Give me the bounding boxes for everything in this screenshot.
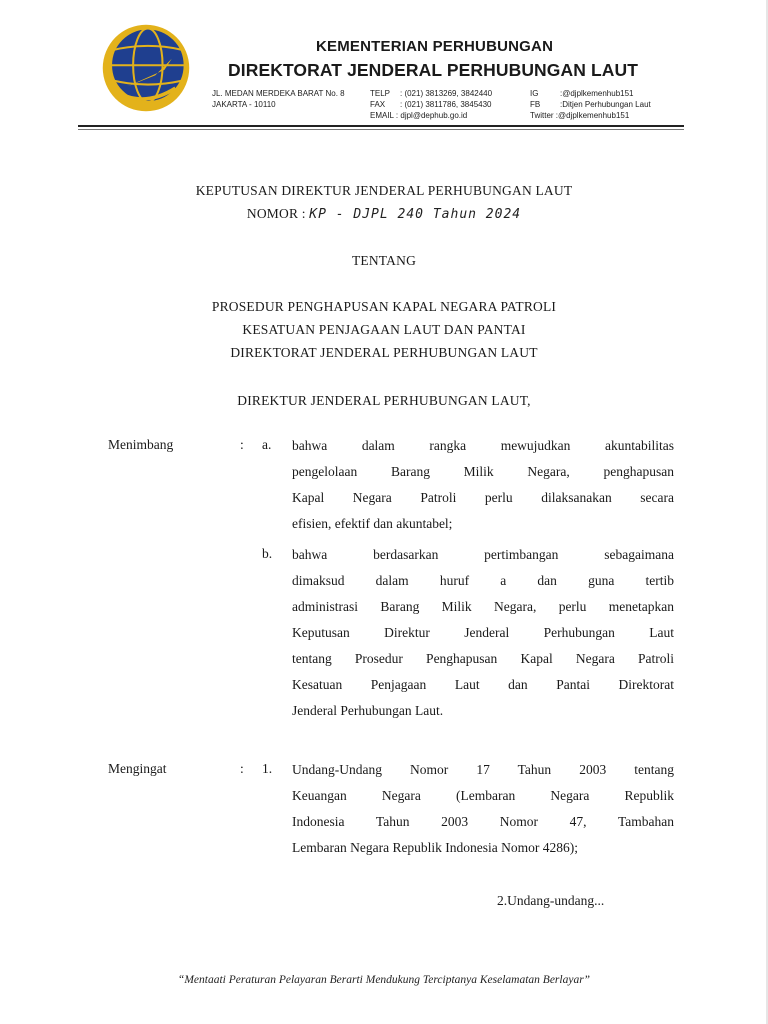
address-block — [212, 88, 345, 110]
phone-block — [370, 88, 492, 121]
text-line: efisien, efektif dan akuntabel; — [292, 516, 453, 531]
telp-value: : (021) 3813269, 3842440 — [400, 89, 493, 98]
text-line: tentang Prosedur Penghapusan Kapal Negara Patroli — [292, 651, 674, 666]
tentang-heading: TENTANG — [351, 253, 417, 268]
subject-line-1: PROSEDUR PENGHAPUSAN KAPAL NEGARA PATROLI — [211, 299, 557, 314]
signer-title: DIREKTUR JENDERAL PERHUBUNGAN LAUT, — [237, 393, 531, 408]
fax-label: FAX — [370, 100, 386, 109]
decree-number — [0, 206, 768, 222]
text-line: Indonesia Tahun 2003 Nomor 47, Tambahan — [292, 814, 674, 829]
text-line: pengelolaan Barang Milik Negara, penghapusan — [292, 464, 674, 479]
decree-title: KEPUTUSAN DIREKTUR JENDERAL PERHUBUNGAN LAUT — [195, 183, 573, 198]
address-street: JL. MEDAN MERDEKA BARAT No. 8 — [212, 89, 345, 98]
text-line: bahwa berdasarkan pertimbangan sebagaimana — [292, 547, 674, 562]
email-text: EMAIL : djpl@dephub.go.id — [370, 111, 468, 120]
subject-line-3: DIREKTORAT JENDERAL PERHUBUNGAN LAUT — [230, 345, 538, 360]
menimbang-a-mark: a. — [262, 437, 272, 452]
letterhead-divider — [78, 125, 684, 127]
nomor-value: KP - DJPL 240 Tahun 2024 — [309, 207, 522, 222]
mengingat-1-text — [292, 757, 674, 861]
ig-label: IG — [530, 89, 539, 98]
text-line: Kesatuan Penjagaan Laut dan Pantai Direktorat — [292, 677, 674, 692]
telp-label: TELP — [370, 89, 391, 98]
letterhead-divider-thin — [78, 129, 684, 130]
menimbang-colon: : — [240, 437, 244, 452]
text-line: Keputusan Direktur Jenderal Perhubungan Laut — [292, 625, 674, 640]
menimbang-a-text — [292, 433, 674, 537]
fb-value: :Ditjen Perhubungan Laut — [560, 100, 651, 109]
menimbang-b-mark: b. — [262, 546, 273, 561]
fb-label: FB — [530, 100, 541, 109]
fax-value: : (021) 3811786, 3845430 — [400, 100, 492, 109]
subject-line-2: KESATUAN PENJAGAAN LAUT DAN PANTAI — [242, 322, 526, 337]
ministry-logo-icon — [100, 22, 192, 114]
continuation-marker: 2.Undang-undang... — [497, 893, 605, 908]
address-city: JAKARTA - 10110 — [212, 100, 276, 109]
text-line: administrasi Barang Milik Negara, perlu menetapkan — [292, 599, 674, 614]
footer-motto: “Mentaati Peraturan Pelayaran Berarti Mendukung Terciptanya Keselamatan Berlayar” — [177, 974, 591, 986]
text-line: Undang-Undang Nomor 17 Tahun 2003 tentang — [292, 762, 674, 777]
text-line: Kapal Negara Patroli perlu dilaksanakan secara — [292, 490, 674, 505]
menimbang-b-text — [292, 542, 674, 724]
text-line: Jenderal Perhubungan Laut. — [292, 703, 444, 718]
mengingat-label: Mengingat — [108, 761, 167, 776]
text-line: Keuangan Negara (Lembaran Negara Republik — [292, 788, 674, 803]
text-line: dimaksud dalam huruf a dan guna tertib — [292, 573, 674, 588]
twitter-text: Twitter :@djplkemenhub151 — [530, 111, 630, 120]
text-line: bahwa dalam rangka mewujudkan akuntabilitas — [292, 438, 674, 453]
mengingat-colon: : — [240, 761, 244, 776]
ig-value: :@djplkemenhub151 — [560, 89, 634, 98]
directorate-name: DIREKTORAT JENDERAL PERHUBUNGAN LAUT — [228, 60, 639, 80]
social-block — [530, 88, 651, 121]
mengingat-1-mark: 1. — [262, 761, 273, 776]
ministry-name: KEMENTERIAN PERHUBUNGAN — [316, 38, 554, 55]
text-line: Lembaran Negara Republik Indonesia Nomor 4286); — [292, 840, 579, 855]
menimbang-label: Menimbang — [108, 437, 174, 452]
nomor-label: NOMOR : — [246, 206, 306, 221]
